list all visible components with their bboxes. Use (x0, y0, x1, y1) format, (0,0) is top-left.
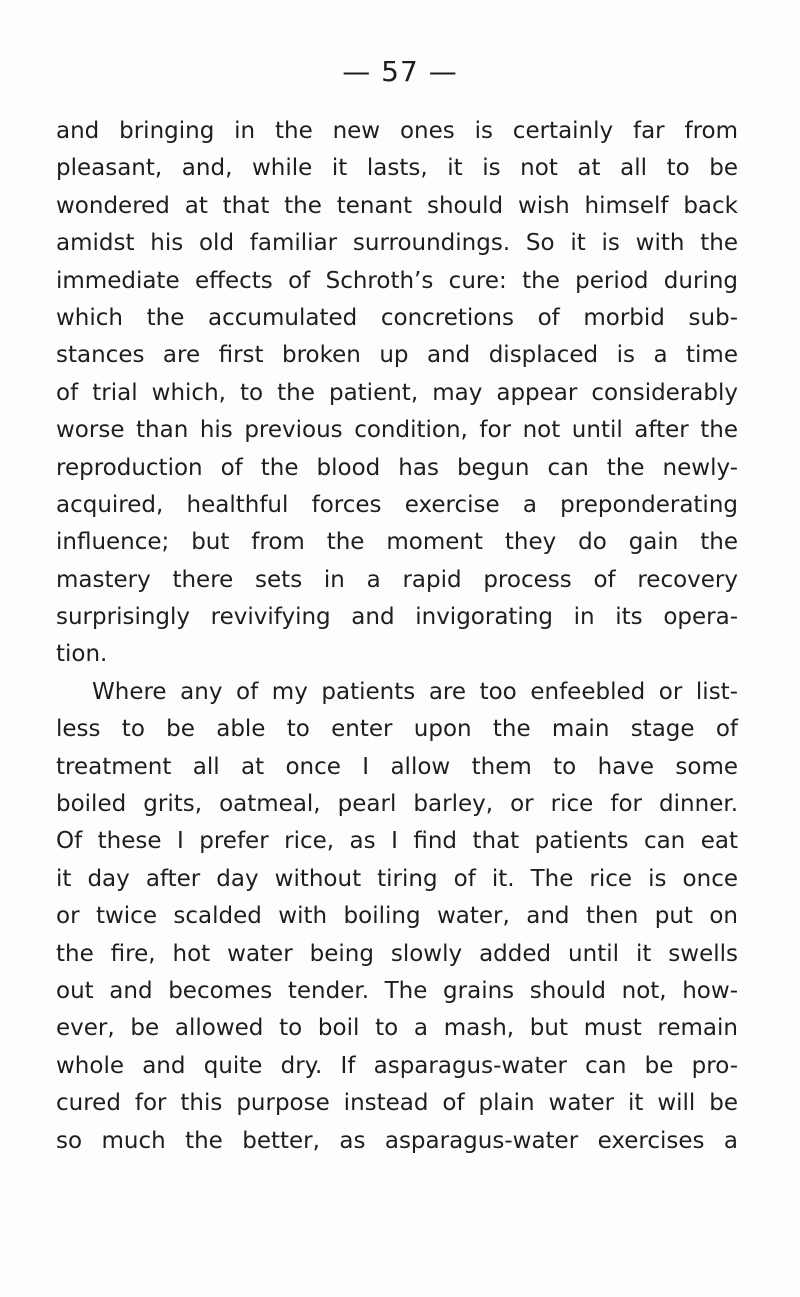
text-line: out and becomes tender. The grains should not, how- (56, 977, 738, 1004)
text-line: tion. (56, 641, 108, 668)
text-line: less to be able to enter upon the main stage of (56, 716, 738, 743)
text-line: mastery there sets in a rapid process of recovery (56, 566, 738, 593)
text-line: worse than his previous condition, for not until after the (56, 417, 738, 444)
text-line: acquired, healthful forces exercise a preponderating (56, 491, 738, 518)
text-line: influence; but from the moment they do gain the (56, 529, 738, 556)
text-line: surprisingly revivifying and invigorating in its opera- (56, 604, 738, 631)
text-line: or twice scalded with boiling water, and then put on (56, 903, 738, 930)
text-line: stances are first broken up and displaced is a time (56, 342, 738, 369)
text-line: amidst his old familiar surroundings. So it is with the (56, 230, 738, 257)
page-number: — 57 — (342, 55, 458, 88)
text-line: so much the better, as asparagus-water exercises a (56, 1127, 738, 1154)
text-line: of trial which, to the patient, may appear considerably (56, 379, 738, 406)
text-line: Of these I prefer rice, as I find that patients can eat (56, 828, 738, 855)
text-line: the fire, hot water being slowly added until it swells (56, 940, 738, 967)
text-line: it day after day without tiring of it. The rice is once (56, 865, 738, 892)
text-line: and bringing in the new ones is certainly far from (56, 118, 738, 144)
text-line: treatment all at once I allow them to have some (56, 753, 738, 780)
text-line: wondered at that the tenant should wish himself back (56, 192, 738, 219)
text-line: reproduction of the blood has begun can the newly- (56, 454, 738, 481)
text-line: whole and quite dry. If asparagus-water can be pro- (56, 1052, 738, 1079)
text-line: cured for this purpose instead of plain water it will be (56, 1090, 738, 1117)
text-line: pleasant, and, while it lasts, it is not at all to be (56, 155, 738, 182)
text-line: which the accumulated concretions of morbid sub- (56, 304, 738, 331)
text-line: ever, be allowed to boil to a mash, but must remain (56, 1015, 738, 1042)
text-line: immediate effects of Schroth’s cure: the period during (56, 267, 738, 294)
page-body-text (56, 113, 738, 1160)
paragraph-2 (56, 674, 738, 1160)
text-line: Where any of my patients are too enfeebled or list- (92, 678, 738, 705)
text-line: boiled grits, oatmeal, pearl barley, or rice for dinner. (56, 791, 738, 818)
paragraph-1 (56, 113, 738, 674)
